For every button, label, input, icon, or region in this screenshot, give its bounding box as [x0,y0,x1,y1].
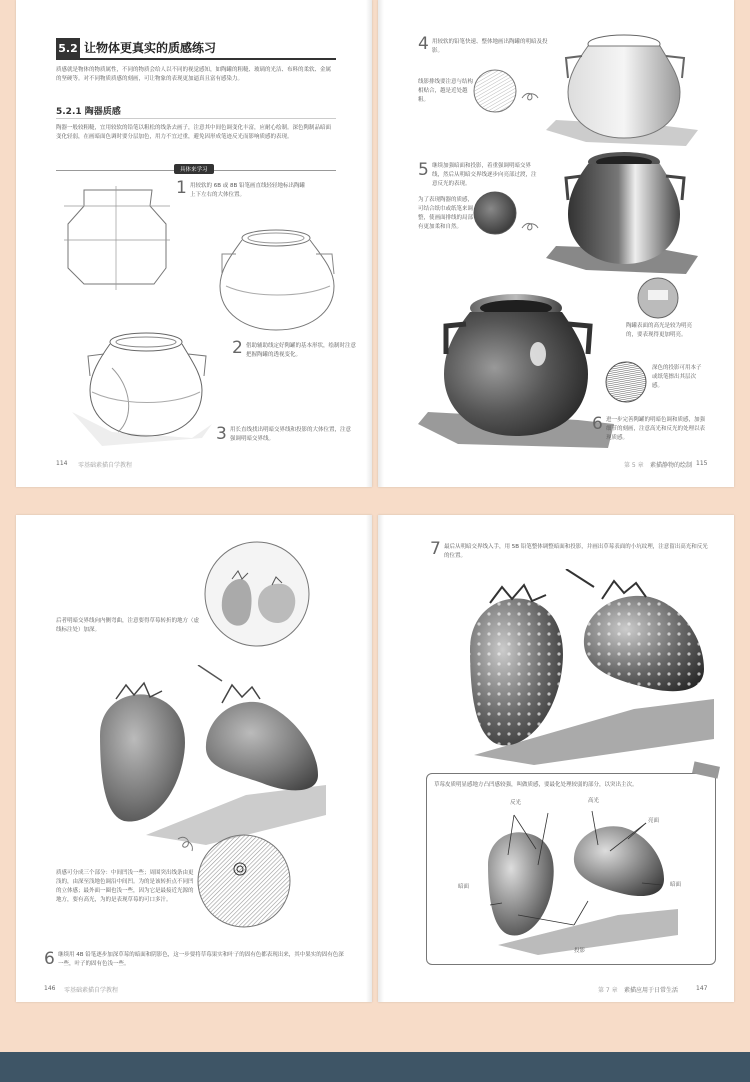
label-highlight: 高光 [588,798,600,804]
step-7-number: 7 [430,539,441,559]
label-light-side: 亮面 [648,818,660,824]
step-6-text: 进一步完善陶罐的明暗色调和质感，加强细节的刻画，注意高光和反光的处理以表现质感。 [606,417,706,441]
detail-circle-pits [196,833,292,929]
jar-sketch-step3 [72,328,212,446]
page-114 [16,0,372,487]
step-3-number: 3 [216,424,227,444]
footer-book-title: 零基础素描自学教程 [78,462,133,469]
jar-final-step6 [418,284,614,450]
footer-chapter-title: 素描应用于日常生活 [624,987,679,994]
bottom-band [0,1052,750,1082]
footer-page-number: 115 [696,460,708,467]
jar-sketch-step1 [62,184,172,294]
detail-circle-highlight [636,276,680,320]
step-4-note: 线影排线要注意与结构相贴合，越是近处越粗。 [418,79,474,103]
detail-circle-shadow [604,360,648,404]
step-5-number: 5 [418,160,429,180]
section-intro: 质感就是物体的物质属性，不同的物质会给人以不同的视觉感知，如陶罐的粗糙、玻璃的光洁、布料的柔软、金属的坚硬等。对不同物质质感的刻画，可让物象的表现更加逼真且富有感染力。 [56,67,332,82]
note-texture-zones: 质感可分成三个部分：中间凹浅一些；周围突出线条由更浅的，由深至浅地色调沿中间凹。为的是该转折点不同凹的立体感；最外面一圈也浅一些，因为它是最接近光源的地方，要有高光，为的是表现草莓的可口多汁。 [56,870,194,903]
gutter-shade [366,515,372,1002]
jar-sketch-step4 [546,30,698,148]
page-147 [378,515,734,1002]
swirl-icon [520,220,540,234]
footer-page-number: 146 [44,985,56,992]
page-146 [16,515,372,1002]
swirl-icon [176,835,196,853]
detail-circle-strawberries [202,539,312,649]
step-7-text: 最后从明暗交界线入手，用 5B 铅笔整体调整暗面和投影，并画出草莓表面的小坑纹理，注意留出高光和反光的位置。 [444,544,708,559]
jar-sketch-step2 [212,224,348,336]
section-rule [56,58,336,60]
step-6-note-highlight: 陶罐表面的高光是较为明亮的，要表现得更加明亮。 [626,323,693,338]
gutter-shade [378,0,384,487]
learn-tag: 具体来学习 [174,164,214,174]
step-6-number: 6 [44,949,55,969]
footer-chapter-title: 素描静物的绘制 [650,462,693,469]
subsection-body: 陶器一般较粗糙，宜用较软的铅笔以粗松的线条去画子，注意其中间色调变化丰富，应耐心绘制。深色陶制品暗面变化轻弱，在画暗面色调时要分层加色，用力不宜过重，避免因形成笔迹反光而影响质感的表现。 [56,125,332,140]
step-5-text: 继续加强暗面和投影，着重强调明暗交界线，然后从明暗交界线逐步向亮部过渡，注意反光的表现。 [432,163,537,187]
strawberry-final-step7 [434,569,714,765]
step-2-text: 借助辅助线定好陶罐的基本形状，绘制时注意把握陶罐的透视变化。 [246,343,357,358]
step-1-number: 1 [176,178,187,198]
step-6-number: 6 [592,414,603,434]
label-dark-right: 暗面 [670,882,682,888]
subsection-title: 5.2.1 陶器质感 [56,107,121,117]
step-2-number: 2 [232,338,243,358]
step-4-number: 4 [418,34,429,54]
step-6-text: 继续用 4B 铅笔逐步加深草莓的暗面和阴影色，这一步要将草莓果实和叶子的固有色都表现出来，其中果实的固有色深一些，叶子的固有色浅一些。 [58,952,344,967]
gutter-shade [366,0,372,487]
page-115 [378,0,734,487]
box-corner-tag [692,761,720,778]
swirl-icon [520,90,540,104]
footer-page-number: 147 [696,985,708,992]
note-terminator-line: 后者明暗交界线向内侧弯曲，注意要得草莓转折的地方（虚线标注处）加深。 [56,618,200,633]
footer-chapter: 第 5 章 [624,462,644,469]
detail-circle-step4 [472,68,518,114]
label-shadow: 投影 [574,948,586,954]
jar-shaded-step5 [546,146,698,276]
gutter-shade [378,515,384,1002]
annotation-box-text: 草莓皮质明显感地方凸凹感较强，叫做质感，要最化处理较弱的部分，以突出主次。 [434,782,638,788]
detail-circle-step5 [472,190,518,236]
strawberry-annotated [478,805,678,955]
step-5-note: 为了表现陶器的质感，可结合纸巾或纸笔来调整，使画面排线的局部有更加柔和自然。 [418,197,474,230]
section-number: 5.2 [56,38,80,58]
step-1-text: 用较软的 6B 或 8B 铅笔画直线轻轻地标出陶罐上下左右的大体位置。 [190,183,306,198]
subsection-rule [56,118,336,119]
strawberry-sketch-step6 [86,665,326,845]
step-6-note-shadow: 深色的投影可用本子或纸笔擦出其层次感。 [652,365,702,389]
footer-book-title: 零基础素描自学教程 [64,987,119,994]
section-title: 让物体更真实的质感练习 [84,41,217,55]
footer-page-number: 114 [56,460,68,467]
footer-chapter: 第 7 章 [598,987,618,994]
label-reflect: 反光 [510,800,522,806]
step-4-text: 用较软的铅笔快速、整体地画出陶罐的明暗及投影。 [432,39,548,54]
label-dark-left: 暗面 [458,884,470,890]
step-3-text: 用长直线找出明暗交界线和投影的大体位置，注意强调明暗交界线。 [230,427,352,442]
